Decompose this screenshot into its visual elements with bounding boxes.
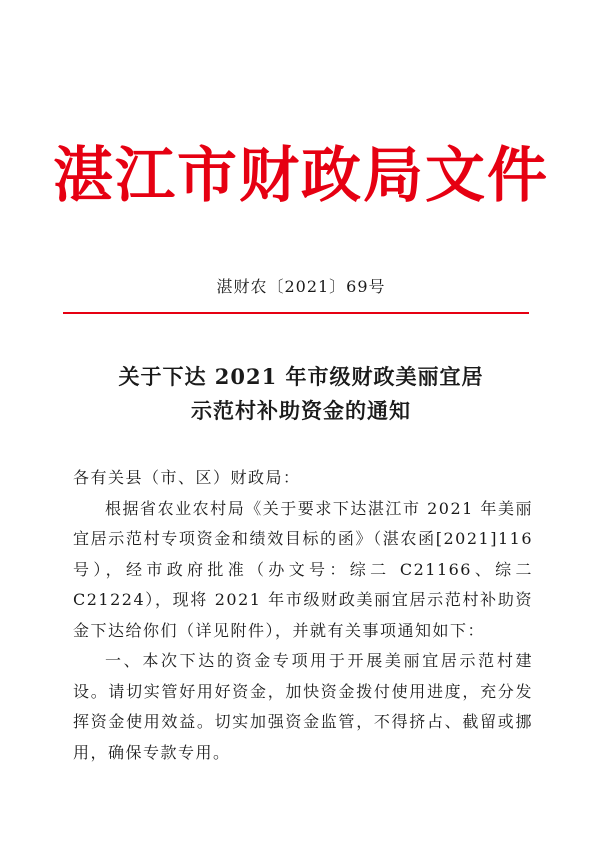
issuer-title: 湛江市财政局文件 <box>53 141 549 211</box>
document-body <box>73 463 533 768</box>
body-paragraph-2: 一、本次下达的资金专项用于开展美丽宜居示范村建设。请切实管好用好资金，加快资金拨付使用进度，充分发挥资金使用效益。切实加强资金监管，不得挤占、截留或挪用，确保专款专用。 <box>73 651 533 762</box>
notice-title-line-2: 示范村补助资金的通知 <box>191 398 411 423</box>
red-divider-line <box>63 312 529 314</box>
notice-title <box>0 360 602 428</box>
body-paragraph-1: 根据省农业农村局《关于要求下达湛江市 2021 年美丽宜居示范村专项资金和绩效目标的函》（湛农函[2021]116 号），经市政府批准（办文号：综二 C21166、综二 C21224），现将 2021 年市级财政美丽宜居示范村补助资金下达给你们（详见附件），并就有关事项通知如下： <box>73 498 533 640</box>
notice-title-line-1: 关于下达 2021 年市级财政美丽宜居 <box>118 364 484 389</box>
salutation: 各有关县（市、区）财政局： <box>73 468 301 487</box>
document-number: 湛财农〔2021〕69号 <box>216 277 386 296</box>
